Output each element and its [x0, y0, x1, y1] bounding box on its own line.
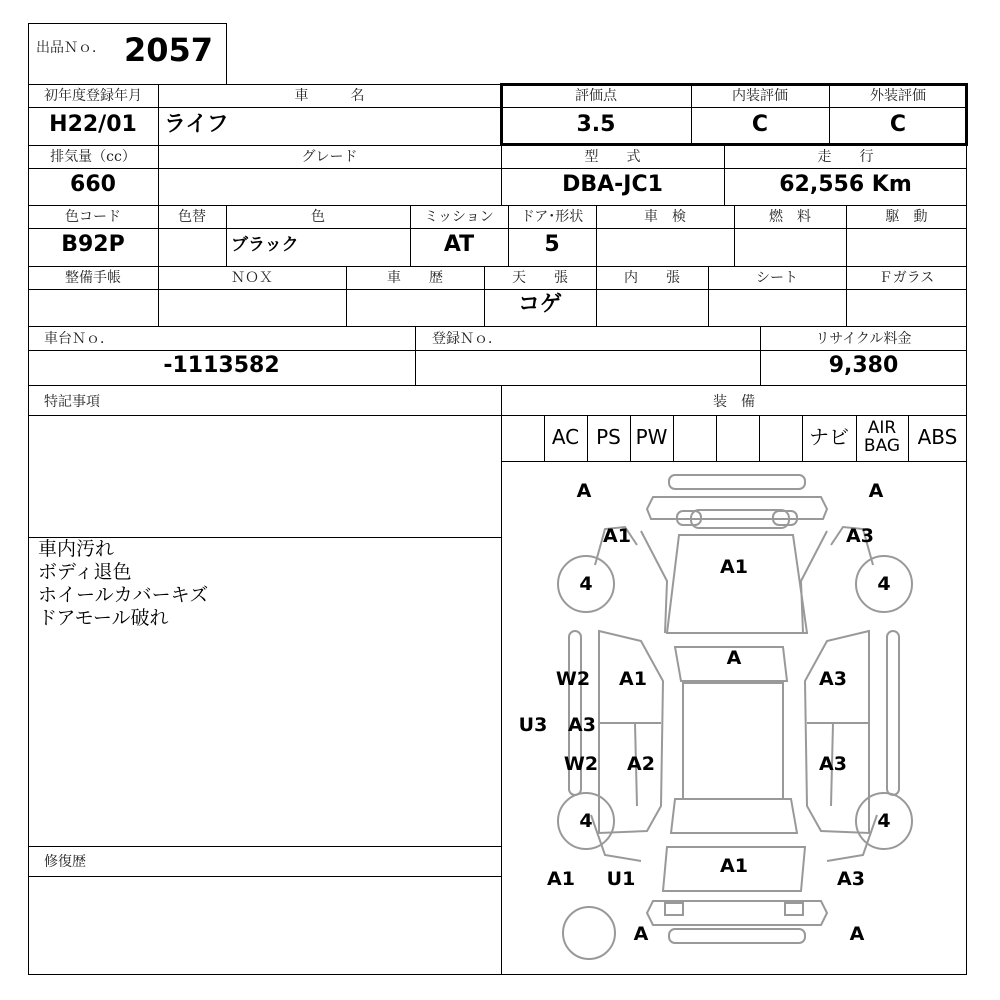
- condition-mark: A: [726, 647, 742, 669]
- equipment-item-airbag: AIR BAG: [863, 419, 901, 455]
- chassis-no-label: 車台Ｎｏ．: [44, 331, 114, 347]
- fuel-label: 燃 料: [769, 209, 811, 225]
- note-line-3: ホイールカバーキズ: [38, 584, 209, 606]
- model-value: DBA-JC1: [562, 172, 663, 197]
- color-code-label: 色コード: [65, 209, 121, 225]
- condition-mark: U3: [518, 714, 548, 736]
- body-outline: [569, 527, 899, 891]
- color-label: 色: [311, 209, 325, 225]
- condition-mark: A1: [603, 525, 631, 547]
- condition-mark: A: [576, 480, 592, 502]
- history-label: 車 歴: [387, 270, 443, 286]
- doors-label: ドア･形状: [520, 209, 584, 225]
- transmission-label: ミッション: [424, 209, 494, 225]
- condition-mark: A1: [547, 868, 575, 890]
- condition-mark: 4: [877, 810, 891, 832]
- first-reg-label: 初年度登録年月: [44, 88, 142, 104]
- condition-mark: A3: [819, 753, 847, 775]
- condition-mark: A3: [837, 868, 865, 890]
- condition-mark: 4: [579, 573, 593, 595]
- condition-mark: A1: [619, 668, 647, 690]
- inspection-label: 車 検: [644, 209, 686, 225]
- condition-mark: A2: [627, 753, 655, 775]
- lot-number: 2057: [124, 31, 214, 69]
- row-line: [28, 415, 967, 416]
- roof-value: コゲ: [517, 292, 562, 317]
- condition-mark: 4: [579, 810, 593, 832]
- transmission-value: AT: [443, 232, 475, 257]
- note-line-1: 車内汚れ: [38, 538, 115, 560]
- notes-label: 特記事項: [44, 394, 100, 410]
- mileage-value: 62,556 Km: [779, 172, 912, 197]
- score-value: 3.5: [576, 112, 616, 137]
- condition-mark: W2: [563, 753, 599, 775]
- repair-history-label: 修復歴: [44, 854, 86, 870]
- exterior-label: 外装評価: [870, 88, 926, 104]
- condition-mark: A3: [568, 714, 596, 736]
- displacement-value: 660: [70, 172, 116, 197]
- grade-label: グレード: [301, 149, 358, 165]
- interior-value: C: [751, 112, 769, 137]
- wheels: [555, 556, 912, 959]
- score-label: 評価点: [575, 88, 617, 104]
- row-line: [28, 168, 967, 169]
- equipment-label: 装 備: [713, 394, 755, 410]
- f-glass-label: Ｆガラス: [878, 270, 935, 286]
- rear-bumper: [647, 901, 827, 943]
- chassis-no-value: -1113582: [163, 353, 280, 378]
- roof-label: 天 張: [512, 270, 568, 286]
- condition-mark: U1: [606, 868, 636, 890]
- note-line-4: ドアモール破れ: [38, 607, 169, 629]
- condition-mark: A1: [720, 556, 748, 578]
- color-value: ブラック: [231, 235, 299, 255]
- car-name-value: ライフ: [164, 112, 229, 137]
- condition-mark: 4: [877, 573, 891, 595]
- row-line: [28, 385, 967, 386]
- col-line: [759, 415, 760, 461]
- recycle-fee-label: リサイクル料金: [815, 331, 912, 347]
- col-line: [673, 415, 674, 461]
- reg-no-label: 登録Ｎｏ．: [432, 331, 502, 347]
- recycle-fee-value: 9,380: [828, 353, 899, 378]
- condition-mark: A3: [819, 668, 847, 690]
- row-line: [28, 228, 967, 229]
- condition-mark: W2: [555, 668, 591, 690]
- model-label: 型 式: [584, 149, 641, 165]
- mileage-label: 走 行: [817, 149, 874, 165]
- row-line: [28, 876, 501, 877]
- color-change-label: 色替: [178, 209, 206, 225]
- displacement-label: 排気量（cc）: [50, 149, 136, 165]
- note-line-2: ボディ退色: [38, 561, 132, 583]
- car-name-label: 車 名: [294, 88, 365, 104]
- front-bumper: [647, 475, 827, 528]
- condition-mark: A1: [720, 855, 748, 877]
- first-reg-value: H22/01: [49, 112, 137, 137]
- equipment-item-navi: ナビ: [809, 425, 849, 449]
- nox-label: ＮＯＸ: [231, 270, 273, 286]
- row-line: [28, 846, 501, 847]
- col-line: [716, 415, 717, 461]
- condition-mark: A: [849, 923, 865, 945]
- condition-mark: A: [633, 923, 649, 945]
- exterior-value: C: [889, 112, 907, 137]
- equipment-item-ac: AC: [551, 425, 580, 449]
- doors-value: 5: [544, 232, 560, 257]
- color-code-value: B92P: [61, 232, 125, 257]
- interior-label: 内装評価: [732, 88, 788, 104]
- col-line: [415, 326, 416, 385]
- interior-lining-label: 内 張: [624, 270, 680, 286]
- equipment-item-pw: PW: [635, 425, 668, 449]
- equipment-item-abs: ABS: [917, 425, 958, 449]
- condition-mark: A: [868, 480, 884, 502]
- equipment-item-ps: PS: [596, 425, 621, 449]
- row-line: [28, 326, 967, 327]
- seat-label: シート: [756, 270, 798, 286]
- condition-mark: A3: [846, 525, 874, 547]
- service-book-label: 整備手帳: [65, 270, 121, 286]
- lot-number-label: 出品Ｎｏ．: [36, 40, 106, 56]
- drive-label: 駆 動: [885, 209, 928, 225]
